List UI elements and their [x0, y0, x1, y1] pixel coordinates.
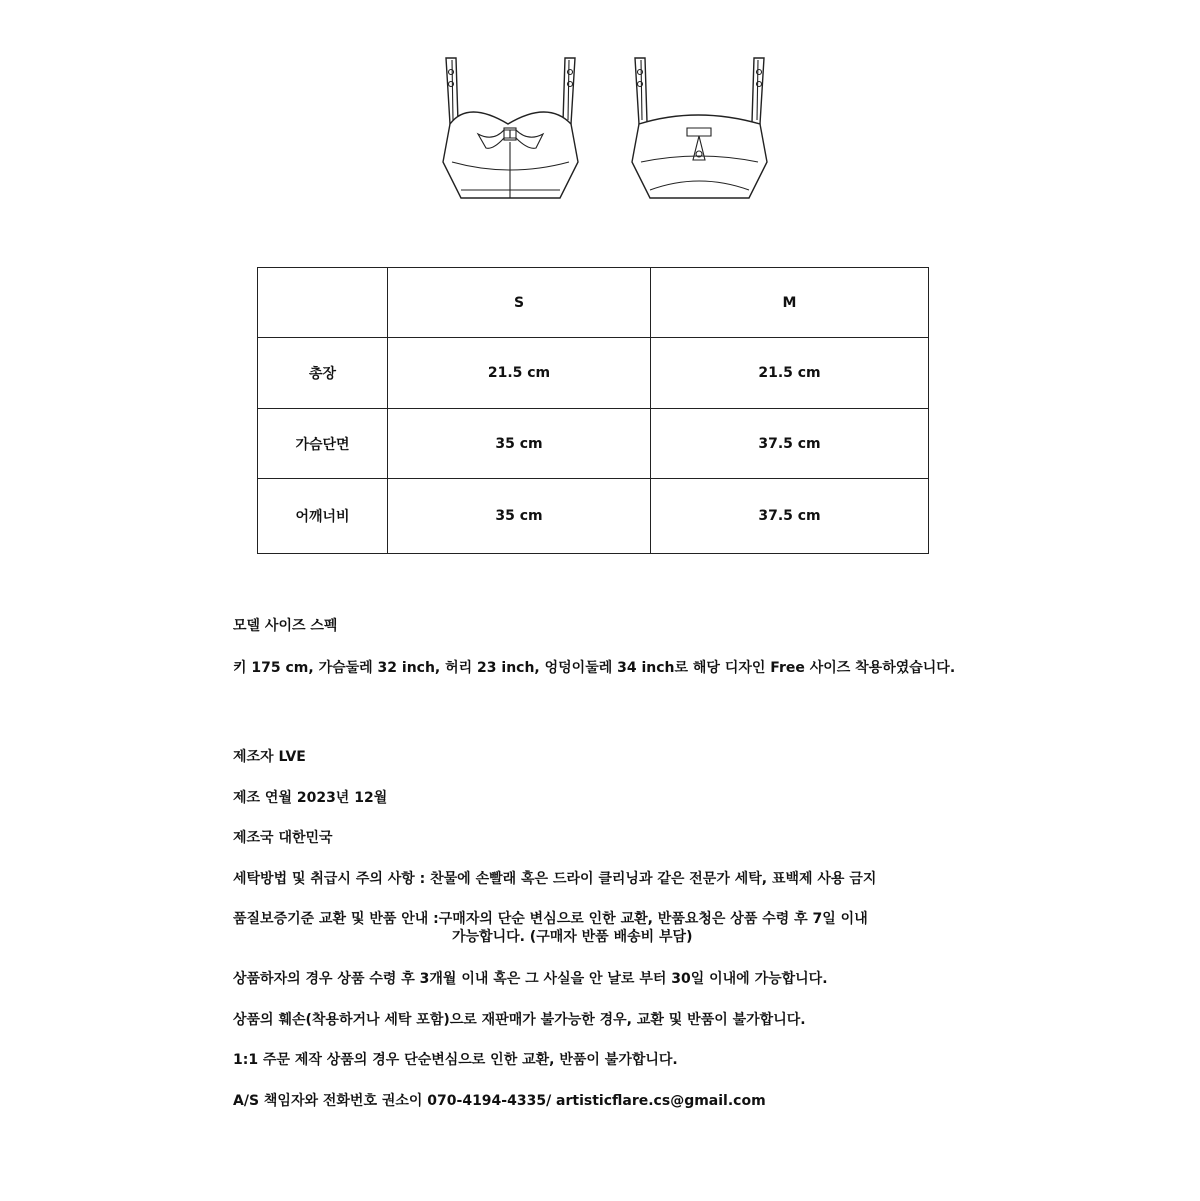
- manufacture-date: 제조 연월 2023년 12월: [233, 790, 388, 806]
- cell-m: 37.5 cm: [651, 409, 929, 479]
- header-cell-empty: [258, 268, 388, 338]
- header-cell-m: M: [651, 268, 929, 338]
- row-label: 어깨너비: [258, 479, 388, 554]
- warranty-line-1: 품질보증기준 교환 및 반품 안내 :구매자의 단순 변심으로 인한 교환, 반품요청은 상품 수령 후 7일 이내: [233, 911, 868, 927]
- warranty-notice: [233, 910, 868, 946]
- damage-policy: 상품의 훼손(착용하거나 세탁 포함)으로 재판매가 불가능한 경우, 교환 및 반품이 불가합니다.: [233, 1012, 806, 1028]
- size-table: [257, 267, 929, 554]
- model-spec-description: 키 175 cm, 가슴둘레 32 inch, 허리 23 inch, 엉덩이둘레 34 inch로 해당 디자인 Free 사이즈 착용하였습니다.: [233, 660, 956, 676]
- manufacturer: 제조자 LVE: [233, 749, 306, 765]
- row-label: 가슴단면: [258, 409, 388, 479]
- as-contact: A/S 책임자와 전화번호 권소이 070-4194-4335/ artisticflare.cs@gmail.com: [233, 1093, 766, 1109]
- country-of-origin: 제조국 대한민국: [233, 830, 333, 846]
- front-garment-sketch: [438, 50, 583, 205]
- cell-s: 35 cm: [388, 479, 651, 554]
- model-spec-title: 모델 사이즈 스펙: [233, 618, 338, 634]
- header-cell-s: S: [388, 268, 651, 338]
- table-header-row: [258, 268, 929, 338]
- defect-policy: 상품하자의 경우 상품 수령 후 3개월 이내 혹은 그 사실을 안 날로 부터 30일 이내에 가능합니다.: [233, 971, 828, 987]
- cell-m: 21.5 cm: [651, 338, 929, 409]
- cell-s: 35 cm: [388, 409, 651, 479]
- table-row: [258, 479, 929, 554]
- custom-order-policy: 1:1 주문 제작 상품의 경우 단순변심으로 인한 교환, 반품이 불가합니다.: [233, 1052, 678, 1068]
- row-label: 총장: [258, 338, 388, 409]
- cell-s: 21.5 cm: [388, 338, 651, 409]
- table-row: [258, 409, 929, 479]
- back-garment-sketch: [627, 50, 772, 205]
- cell-m: 37.5 cm: [651, 479, 929, 554]
- care-instructions: 세탁방법 및 취급시 주의 사항 : 찬물에 손빨래 혹은 드라이 클리닝과 같은 전문가 세탁, 표백제 사용 금지: [233, 871, 877, 887]
- table-row: [258, 338, 929, 409]
- warranty-line-2: 가능합니다. (구매자 반품 배송비 부담): [452, 929, 693, 945]
